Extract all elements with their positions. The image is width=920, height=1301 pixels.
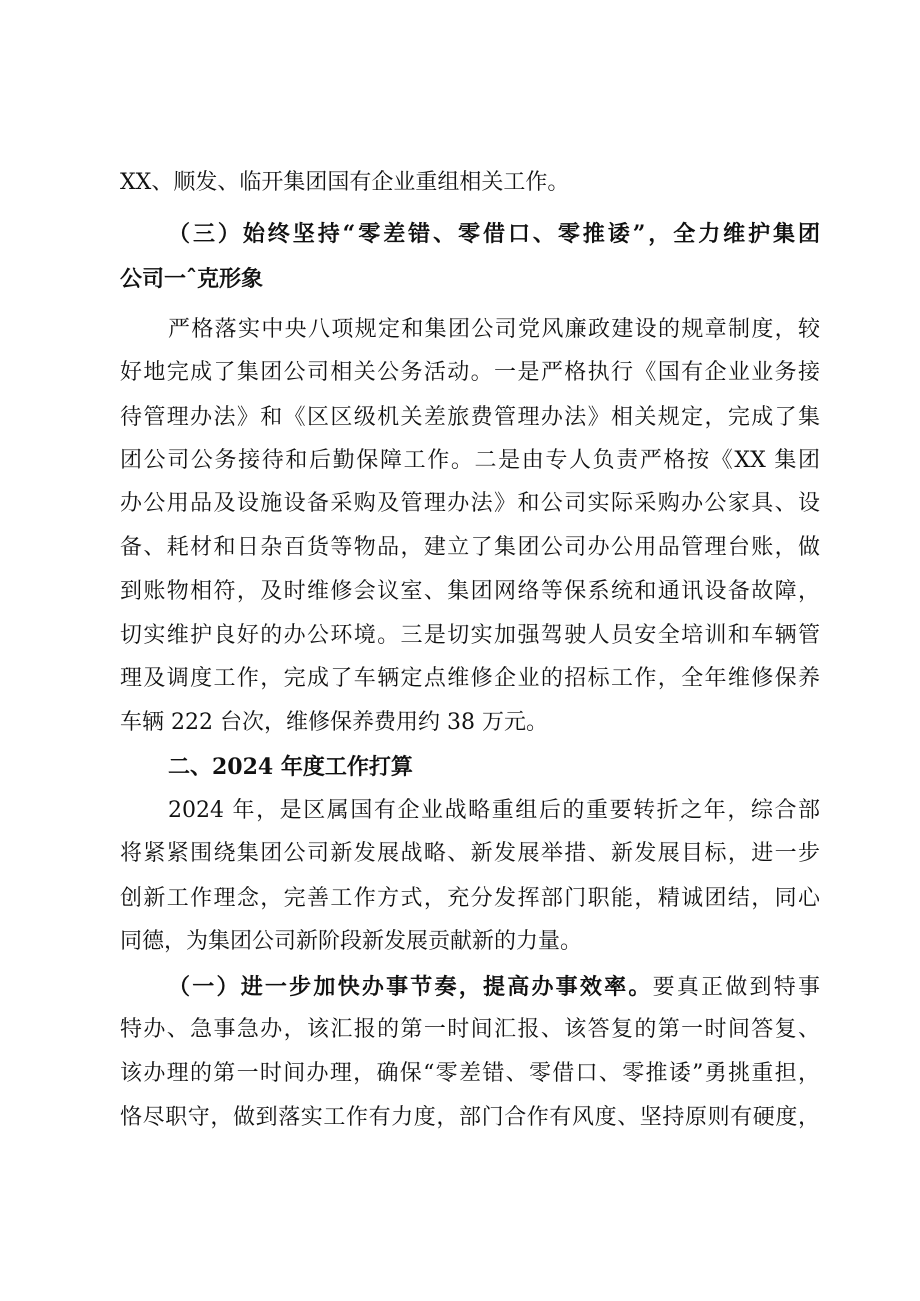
section-heading-2: 二、2024 年度工作打算	[168, 754, 413, 780]
paragraph-line: 恪尽职守，做到落实工作有力度，部门合作有风度、坚持原则有硬度，	[120, 1105, 820, 1130]
paragraph-line: 办公用品及设施设备采购及管理办法》和公司实际采购办公家具、设	[120, 491, 820, 516]
text-line: XX、顺发、临开集团国有企业重组相关工作。	[120, 170, 570, 195]
paragraph-line: 备、耗材和日杂百货等物品，建立了集团公司办公用品管理台账，做	[120, 535, 820, 560]
paragraph-line: 2024 年，是区属国有企业战略重组后的重要转折之年，综合部	[168, 798, 820, 823]
paragraph-line: 特办、急事急办，该汇报的第一时间汇报、该答复的第一时间答复、	[120, 1017, 820, 1042]
paragraph-line: 同德，为集团公司新阶段新发展贡献新的力量。	[120, 929, 583, 954]
paragraph-line: 创新工作理念，完善工作方式，充分发挥部门职能，精诚团结，同心	[120, 886, 820, 911]
subsection-1-title: （一）进一步加快办事节奏，提高办事效率。	[168, 974, 653, 1000]
paragraph-line: 车辆 222 台次，维修保养费用约 38 万元。	[120, 710, 548, 735]
subheading-3-continuation: 公司一ˆ克形象	[120, 266, 264, 292]
paragraph-line: 待管理办法》和《区区级机关差旅费管理办法》相关规定，完成了集	[120, 405, 820, 430]
subsection-1-text: 要真正做到特事	[652, 975, 820, 1000]
subsection-1-line	[168, 972, 820, 1002]
paragraph-line: 好地完成了集团公司相关公务活动。一是严格执行《国有企业业务接	[120, 360, 820, 385]
subheading-3: （三）始终坚持“零差错、零借口、零推诿”，全力维护集团	[168, 221, 820, 247]
paragraph-line: 到账物相符，及时维修会议室、集团网络等保系统和通讯设备故障，	[120, 579, 820, 604]
paragraph-line: 严格落实中央八项规定和集团公司党风廉政建设的规章制度，较	[168, 317, 820, 342]
paragraph-line: 理及调度工作，完成了车辆定点维修企业的招标工作，全年维修保养	[120, 666, 820, 691]
paragraph-line: 将紧紧围绕集团公司新发展战略、新发展举措、新发展目标，进一步	[120, 841, 820, 866]
paragraph-line: 切实维护良好的办公环境。三是切实加强驾驶人员安全培训和车辆管	[120, 623, 820, 648]
paragraph-line: 该办理的第一时间办理，确保“零差错、零借口、零推诿”勇挑重担，	[120, 1061, 820, 1086]
paragraph-line: 团公司公务接待和后勤保障工作。二是由专人负责严格按《XX 集团	[120, 448, 820, 473]
